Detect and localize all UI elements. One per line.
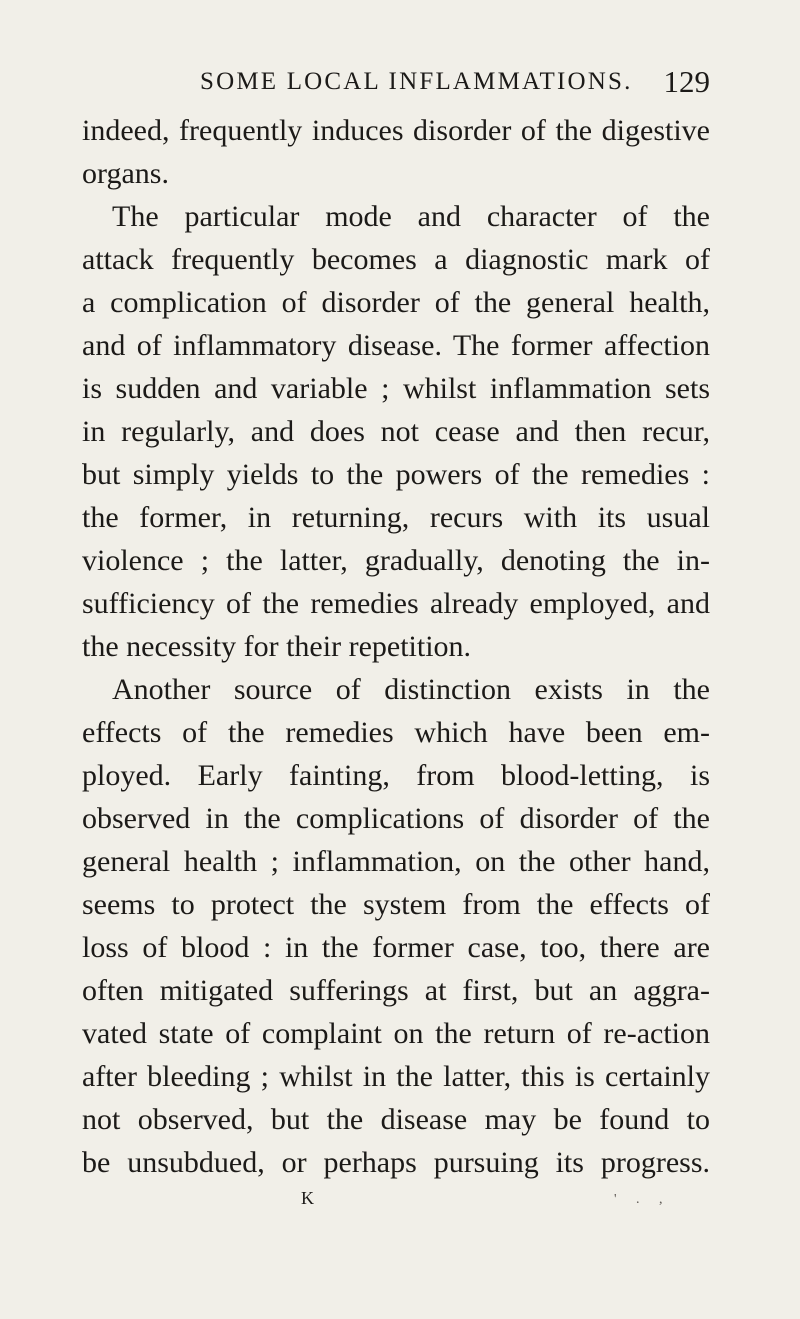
body-text-line: the necessity for their repetition. bbox=[82, 630, 472, 663]
body-text-line: not observed, but the disease may be found to bbox=[82, 1103, 710, 1136]
body-text-line: a complication of disorder of the general health, bbox=[82, 286, 710, 319]
body-text-line: but simply yields to the powers of the remedies : bbox=[82, 458, 710, 491]
body-text-line: seems to protect the system from the effects of bbox=[82, 888, 710, 921]
body-text-line: effects of the remedies which have been em- bbox=[82, 716, 710, 749]
body-text-line: vated state of complaint on the return of re-action bbox=[82, 1017, 710, 1050]
body-text-line: after bleeding ; whilst in the latter, this is certainly bbox=[82, 1060, 710, 1093]
body-text-line: the former, in returning, recurs with its usual bbox=[82, 501, 710, 534]
body-text-line: loss of blood : in the former case, too, there are bbox=[82, 931, 710, 964]
running-head bbox=[82, 64, 710, 108]
body-text-line: attack frequently becomes a diagnostic mark of bbox=[82, 243, 710, 276]
running-title: SOME LOCAL INFLAMMATIONS. bbox=[200, 68, 633, 95]
body-text-line: ployed. Early fainting, from blood-letting, is bbox=[82, 759, 710, 792]
page-number: 129 bbox=[663, 64, 710, 99]
body-text-line: organs. bbox=[82, 157, 169, 190]
print-specks: ' . , bbox=[614, 1192, 671, 1207]
body-text-line: in regularly, and does not cease and then recur, bbox=[82, 415, 710, 448]
body-text-line: The particular mode and character of the bbox=[112, 200, 710, 233]
body-text-line: and of inflammatory disease. The former affection bbox=[82, 329, 710, 362]
body-text-line: is sudden and variable ; whilst inflammation sets bbox=[82, 372, 710, 405]
signature-mark: K bbox=[301, 1188, 314, 1208]
body-text-line: indeed, frequently induces disorder of the digestive bbox=[82, 114, 710, 147]
body-text-line: sufficiency of the remedies already employed, and bbox=[82, 587, 710, 620]
body-text-line: often mitigated sufferings at first, but an aggra- bbox=[82, 974, 710, 1007]
body-text-line: Another source of distinction exists in the bbox=[112, 673, 710, 706]
body-text-line: violence ; the latter, gradually, denoting the in- bbox=[82, 544, 710, 577]
body-text-line: general health ; inflammation, on the other hand, bbox=[82, 845, 710, 878]
body-text-line: observed in the complications of disorder of the bbox=[82, 802, 710, 835]
body-text-line: be unsubdued, or perhaps pursuing its progress. bbox=[82, 1146, 710, 1179]
